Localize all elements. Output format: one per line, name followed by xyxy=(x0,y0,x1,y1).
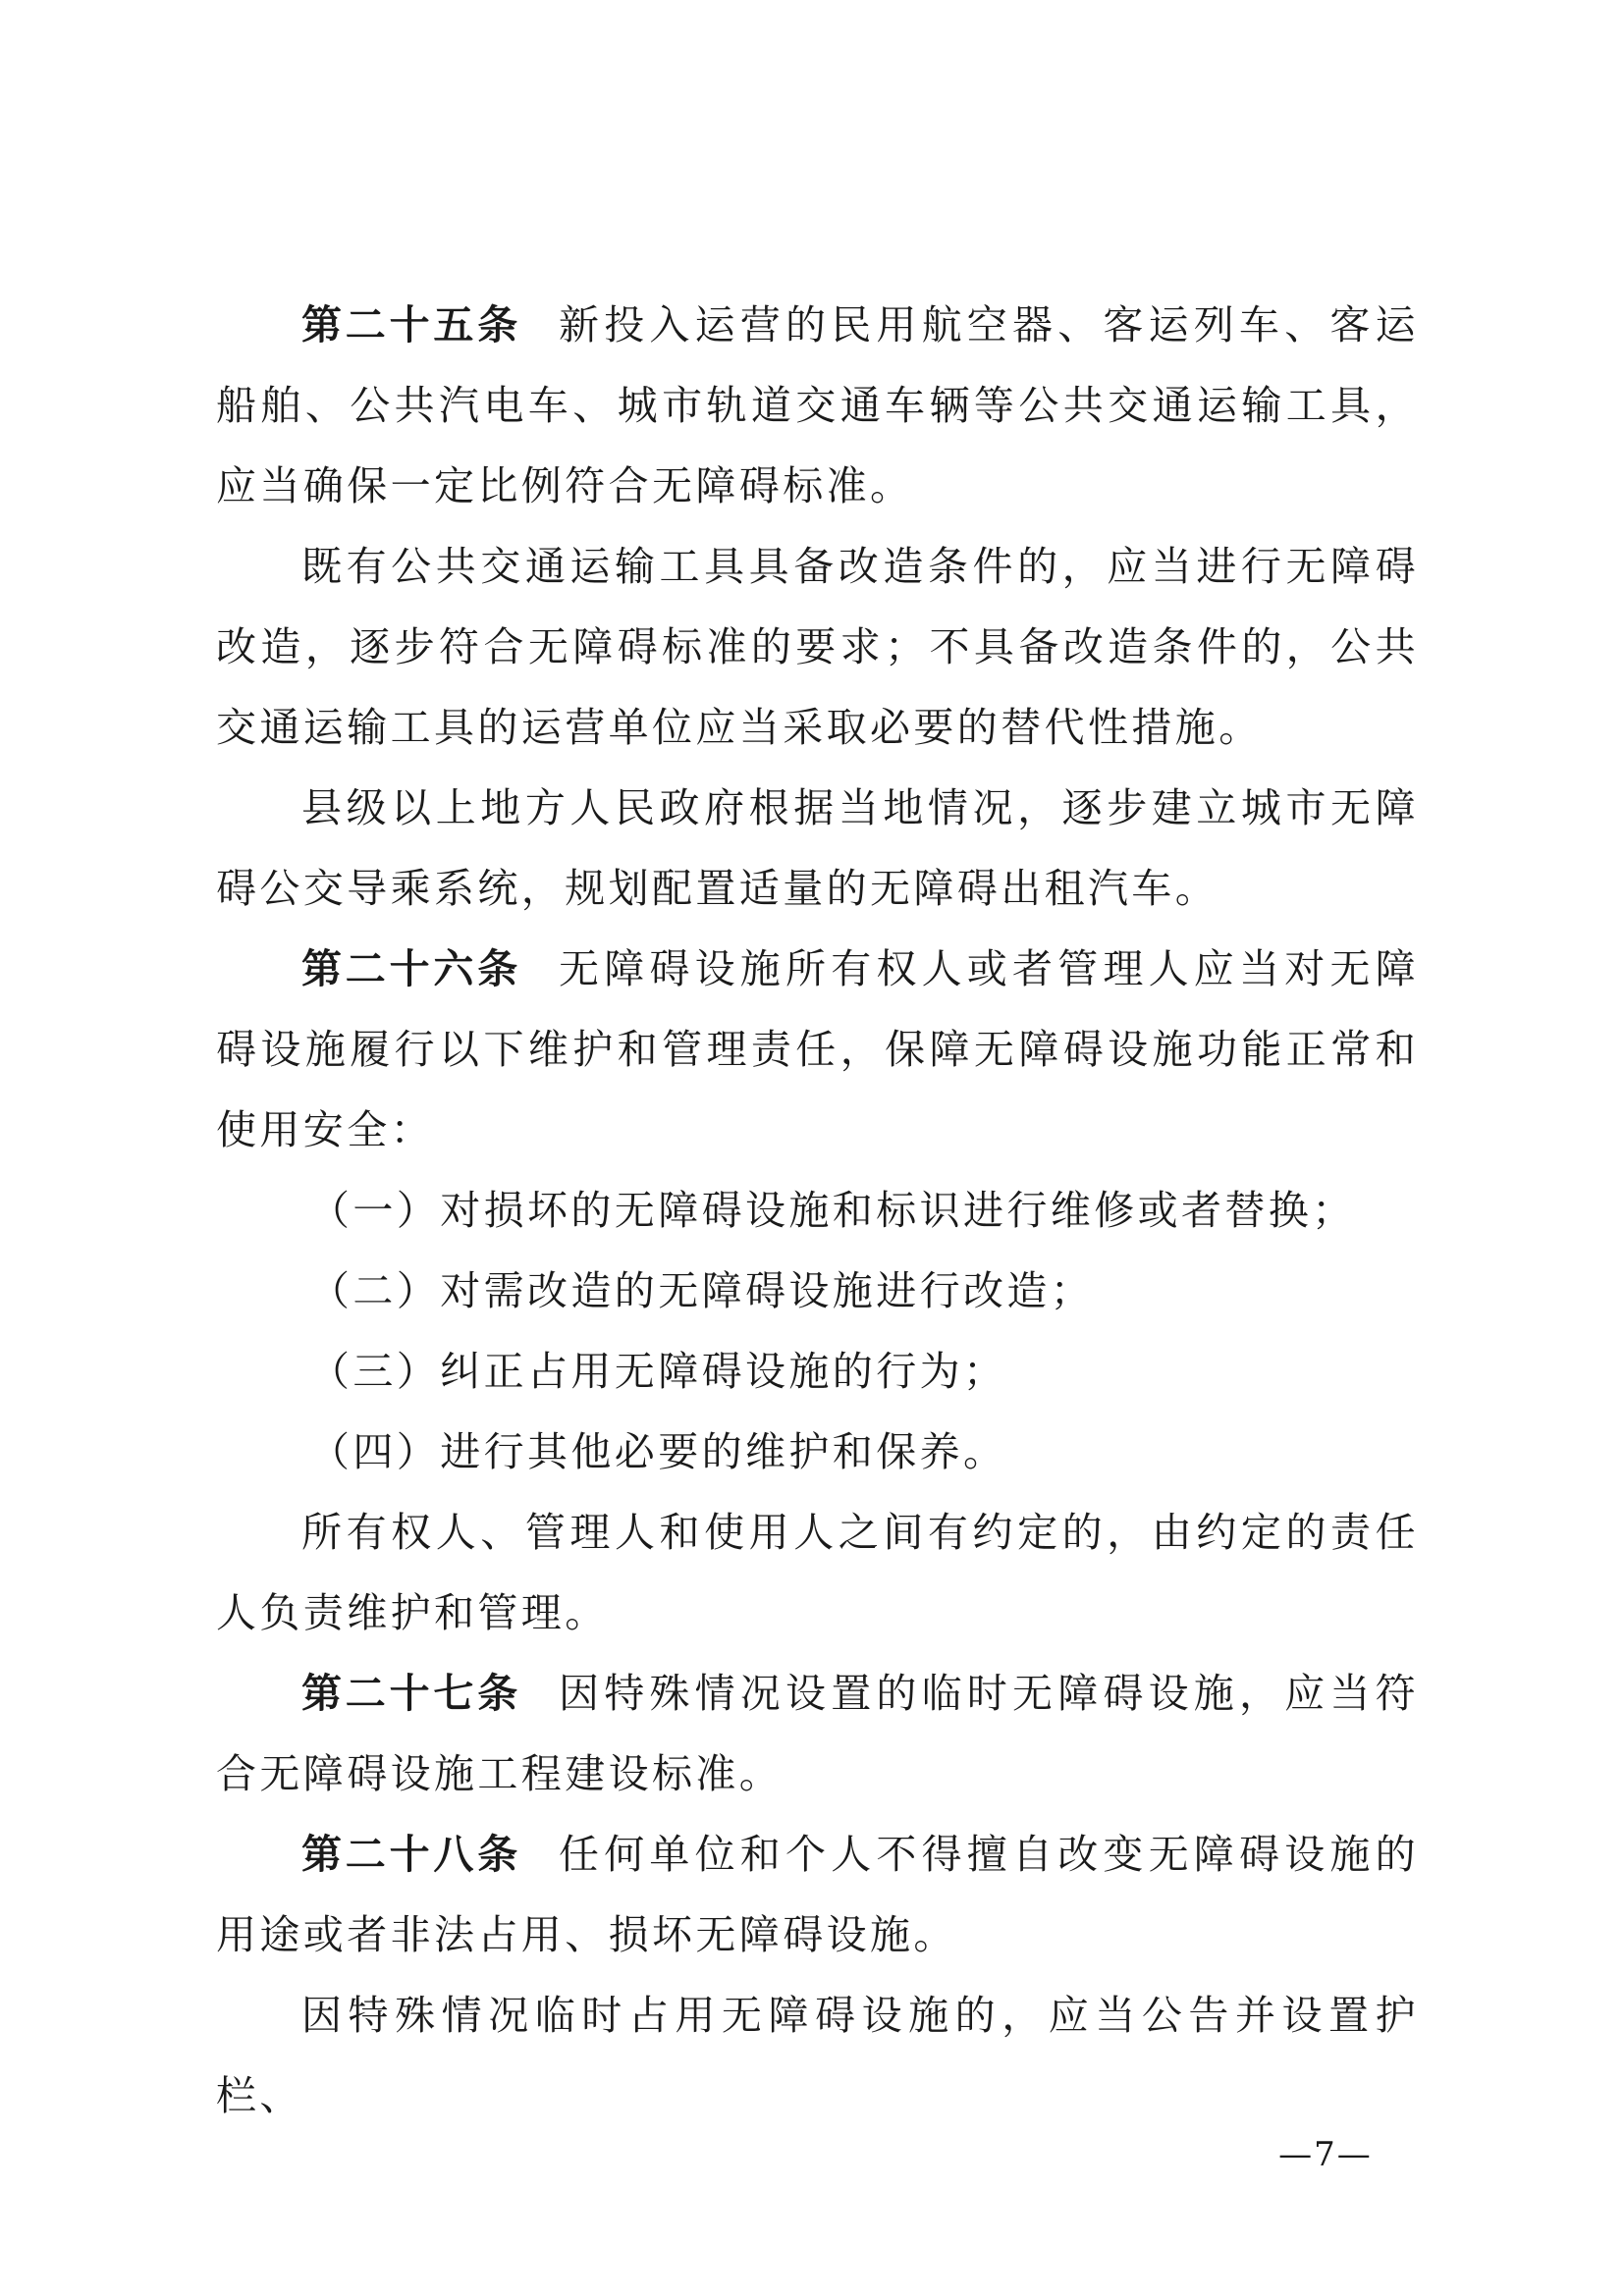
list-item xyxy=(216,1331,1419,1412)
body-paragraph xyxy=(216,1975,1419,2136)
list-item xyxy=(216,1251,1419,1331)
body-paragraph xyxy=(216,526,1419,768)
page-number: —7— xyxy=(1278,2135,1373,2174)
article-heading: 第二十七条 xyxy=(301,1670,521,1717)
article-28-paragraph xyxy=(216,1814,1419,1975)
list-item xyxy=(216,1412,1419,1492)
article-text: 新投入运营的民用航空器、客运列车、客运船舶、公共汽电车、城市轨道交通车辆等公共交通运输工具，应当确保一定比例符合无障碍标准。 xyxy=(216,301,1419,509)
article-text: 因特殊情况设置的临时无障碍设施，应当符合无障碍设施工程建设标准。 xyxy=(216,1670,1419,1797)
article-27-paragraph xyxy=(216,1653,1419,1814)
article-heading: 第二十六条 xyxy=(301,945,521,992)
list-item-text: （四）进行其他必要的维护和保养。 xyxy=(309,1428,1007,1475)
list-item xyxy=(216,1170,1419,1251)
article-heading: 第二十五条 xyxy=(301,301,521,348)
article-text: 任何单位和个人不得擅自改变无障碍设施的用途或者非法占用、损坏无障碍设施。 xyxy=(216,1831,1419,1958)
article-26-paragraph xyxy=(216,929,1419,1170)
paragraph-text: 因特殊情况临时占用无障碍设施的，应当公告并设置护栏、 xyxy=(216,1992,1419,2119)
article-text: 无障碍设施所有权人或者管理人应当对无障碍设施履行以下维护和管理责任，保障无障碍设施功能正常和使用安全： xyxy=(216,945,1419,1153)
list-item-text: （一）对损坏的无障碍设施和标识进行维修或者替换； xyxy=(309,1187,1356,1234)
paragraph-text: 县级以上地方人民政府根据当地情况，逐步建立城市无障碍公交导乘系统，规划配置适量的无障碍出租汽车。 xyxy=(216,784,1419,912)
list-item-text: （二）对需改造的无障碍设施进行改造； xyxy=(309,1267,1095,1314)
article-25-paragraph xyxy=(216,285,1419,526)
list-item-text: （三）纠正占用无障碍设施的行为； xyxy=(309,1348,1007,1395)
paragraph-text: 既有公共交通运输工具具备改造条件的，应当进行无障碍改造，逐步符合无障碍标准的要求；不具备改造条件的，公共交通运输工具的运营单位应当采取必要的替代性措施。 xyxy=(216,543,1419,751)
body-paragraph xyxy=(216,1492,1419,1653)
body-paragraph xyxy=(216,768,1419,929)
paragraph-text: 所有权人、管理人和使用人之间有约定的，由约定的责任人负责维护和管理。 xyxy=(216,1509,1419,1636)
article-heading: 第二十八条 xyxy=(301,1831,521,1878)
document-body xyxy=(216,285,1419,2136)
